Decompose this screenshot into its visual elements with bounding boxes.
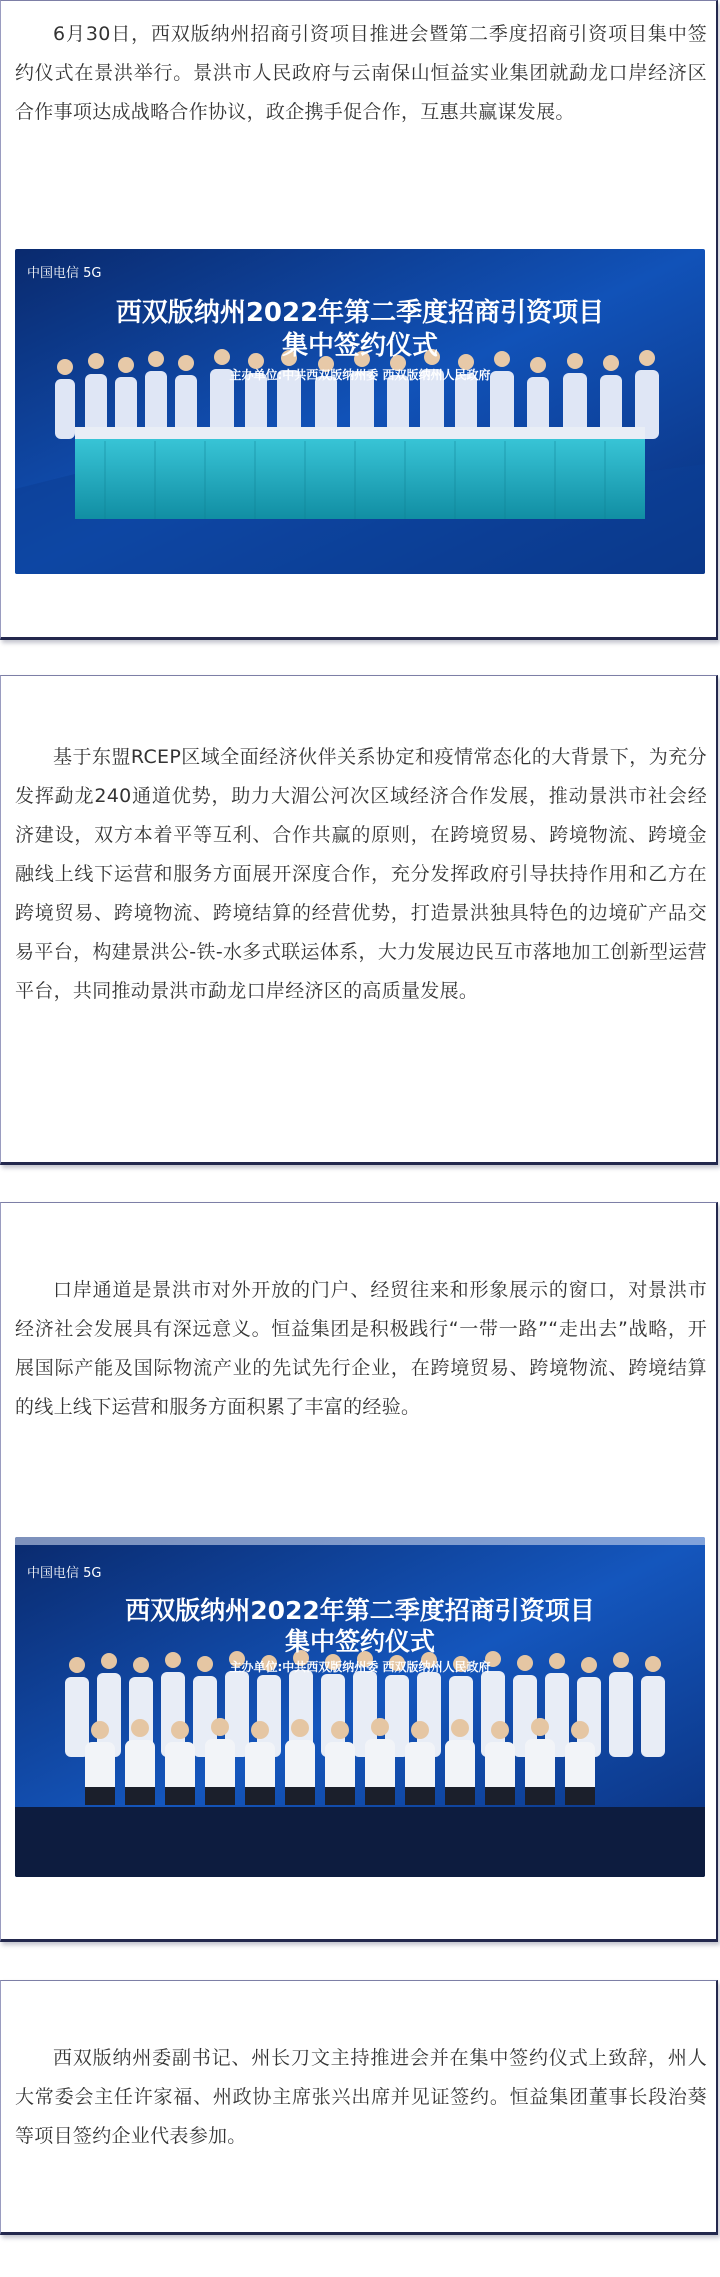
paragraph-1: 6月30日，西双版纳州招商引资项目推进会暨第二季度招商引资项目集中签约仪式在景洪举行。景洪市人民政府与云南保山恒益实业集团就勐龙口岸经济区合作事项达成战略合作协议，政企携手促合作，互惠共赢谋发展。	[15, 23, 707, 123]
paragraph-4: 西双版纳州委副书记、州长刀文主持推进会并在集中签约仪式上致辞，州人大常委会主任许家福、州政协主席张兴出席并见证签约。恒益集团董事长段治葵等项目签约企业代表参加。	[15, 2047, 707, 2147]
banner-title-line1: 西双版纳州2022年第二季度招商引资项目	[115, 298, 605, 328]
banner-title-line1: 西双版纳州2022年第二季度招商引资项目	[125, 1596, 595, 1625]
group-photo-graphic	[15, 1537, 705, 1877]
paragraph-3: 口岸通道是景洪市对外开放的门户、经贸往来和形象展示的窗口，对景洪市经济社会发展具有深远意义。恒益集团是积极践行“一带一路”“走出去”战略，开展国际产能及国际物流产业的先试先行企业，在跨境贸易、跨境物流、跨境结算的线上线下运营和服务方面积累了丰富的经验。	[15, 1279, 707, 1418]
article-card-2	[0, 675, 718, 1165]
article-card-4	[0, 1980, 718, 2235]
signing-photo-graphic	[15, 249, 705, 574]
group-photo	[15, 1537, 705, 1877]
article-card-3	[0, 1202, 718, 1942]
article-card-1	[0, 0, 718, 640]
signing-photo	[15, 249, 705, 574]
banner-title-line2: 集中签约仪式	[284, 1627, 436, 1656]
banner-subtitle: 主办单位:中共西双版纳州委 西双版纳州人民政府	[229, 1660, 491, 1674]
telecom-logo: 中国电信 5G	[27, 266, 102, 281]
paragraph-2: 基于东盟RCEP区域全面经济伙伴关系协定和疫情常态化的大背景下，为充分发挥勐龙240通道优势，助力大湄公河次区域经济合作发展，推动景洪市社会经济建设，双方本着平等互利、合作共赢的原则，在跨境贸易、跨境物流、跨境金融线上线下运营和服务方面展开深度合作，充分发挥政府引导扶持作用和乙方在跨境贸易、跨境物流、跨境结算的经营优势，打造景洪独具特色的边境矿产品交易平台，构建景洪公-铁-水多式联运体系，大力发展边民互市落地加工创新型运营平台，共同推动景洪市勐龙口岸经济区的高质量发展。	[15, 746, 707, 1002]
banner-subtitle: 主办单位:中共西双版纳州委 西双版纳州人民政府	[229, 368, 491, 382]
banner-title-line2: 集中签约仪式	[281, 331, 439, 361]
telecom-logo: 中国电信 5G	[27, 1566, 102, 1581]
